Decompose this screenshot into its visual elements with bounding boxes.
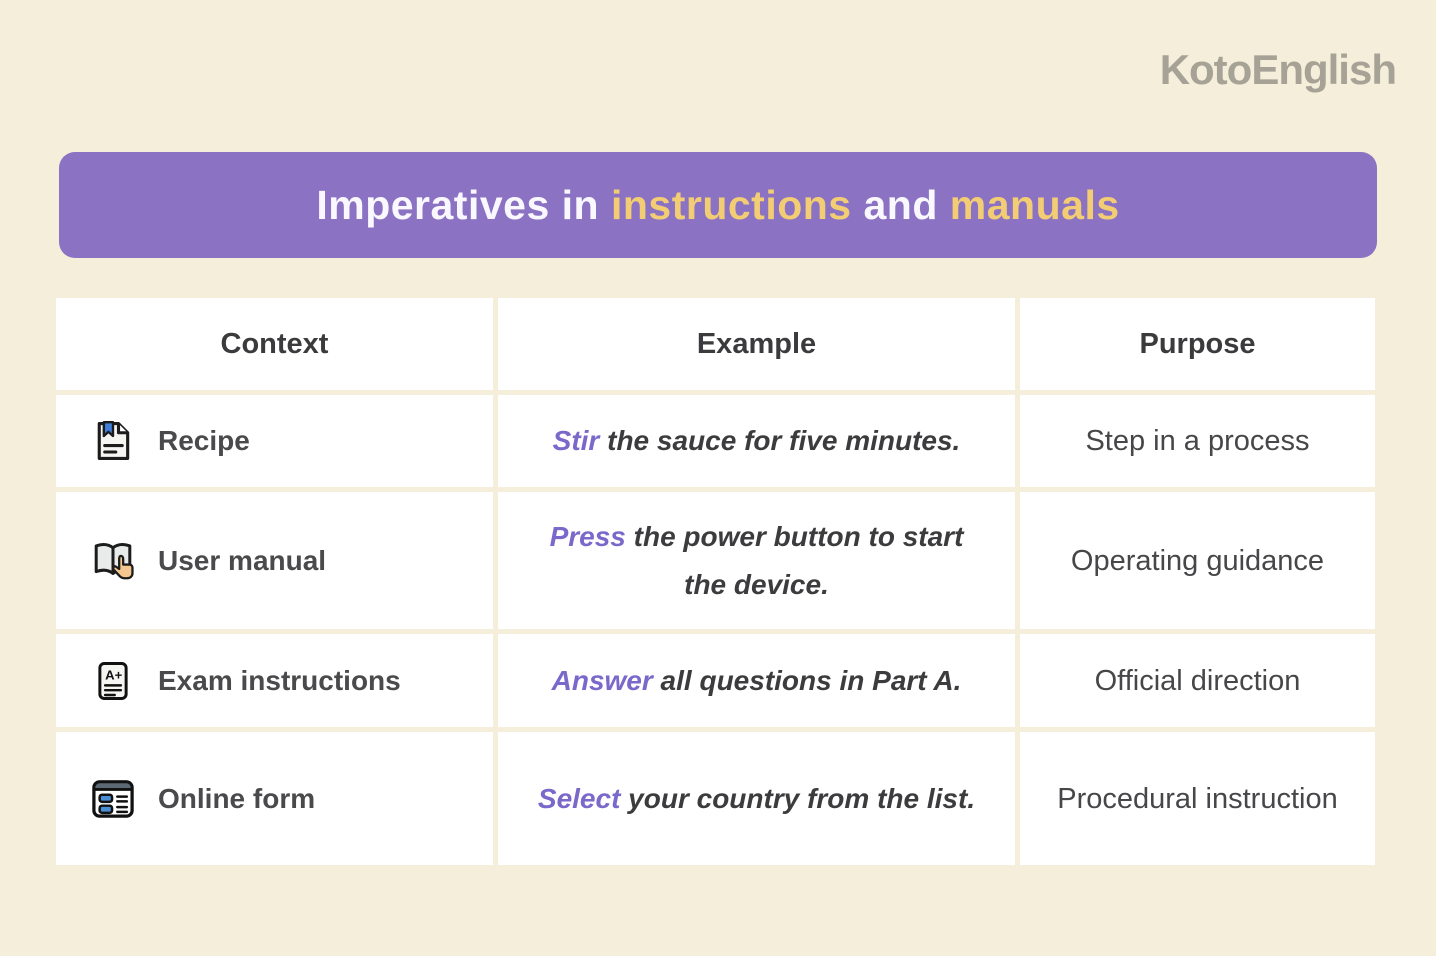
table-row-user-manual-example xyxy=(498,492,1015,629)
title-segment-highlight: manuals xyxy=(949,181,1120,228)
table-row-exam-context xyxy=(56,634,493,727)
table-row-online-form-context xyxy=(56,732,493,865)
title-banner xyxy=(59,152,1377,258)
table-row-online-form-purpose: Procedural instruction xyxy=(1020,732,1375,865)
user-manual-book-icon xyxy=(90,538,136,584)
table-row-exam-purpose: Official direction xyxy=(1020,634,1375,727)
imperative-verb: Stir xyxy=(552,425,600,456)
online-form-window-icon xyxy=(90,776,136,822)
koto-english-logo: KotoEnglish xyxy=(1159,46,1396,93)
table-row-exam-example xyxy=(498,634,1015,727)
column-header-example: Example xyxy=(498,298,1015,390)
example-sentence: all questions in Part A. xyxy=(652,664,962,696)
exam-paper-icon xyxy=(90,658,136,704)
imperatives-table xyxy=(56,298,1375,865)
imperative-verb: Answer xyxy=(551,664,653,696)
column-header-context: Context xyxy=(56,298,493,390)
recipe-document-icon xyxy=(90,418,136,464)
example-sentence: the sauce for five minutes. xyxy=(599,425,961,456)
table-row-recipe-example xyxy=(498,395,1015,487)
example-sentence: your country from the list. xyxy=(620,782,976,814)
column-header-purpose: Purpose xyxy=(1020,298,1375,390)
context-label: User manual xyxy=(158,544,327,576)
imperative-verb: Select xyxy=(537,782,621,814)
table-row-recipe-purpose: Step in a process xyxy=(1020,395,1375,487)
title-segment: and xyxy=(851,181,950,228)
table-row-recipe-context xyxy=(56,395,493,487)
title-segment: Imperatives in xyxy=(316,181,611,228)
example-sentence: the power button to start the device. xyxy=(625,520,964,600)
page-title xyxy=(316,182,1119,229)
imperative-verb: Press xyxy=(549,520,626,552)
table-row-online-form-example xyxy=(498,732,1015,865)
context-label: Recipe xyxy=(158,425,250,456)
table-row-user-manual-context xyxy=(56,492,493,629)
context-label: Exam instructions xyxy=(158,664,401,696)
title-segment-highlight: instructions xyxy=(610,181,852,228)
context-label: Online form xyxy=(158,782,316,814)
svg-text:A+: A+ xyxy=(105,666,123,682)
table-row-user-manual-purpose: Operating guidance xyxy=(1020,492,1375,629)
